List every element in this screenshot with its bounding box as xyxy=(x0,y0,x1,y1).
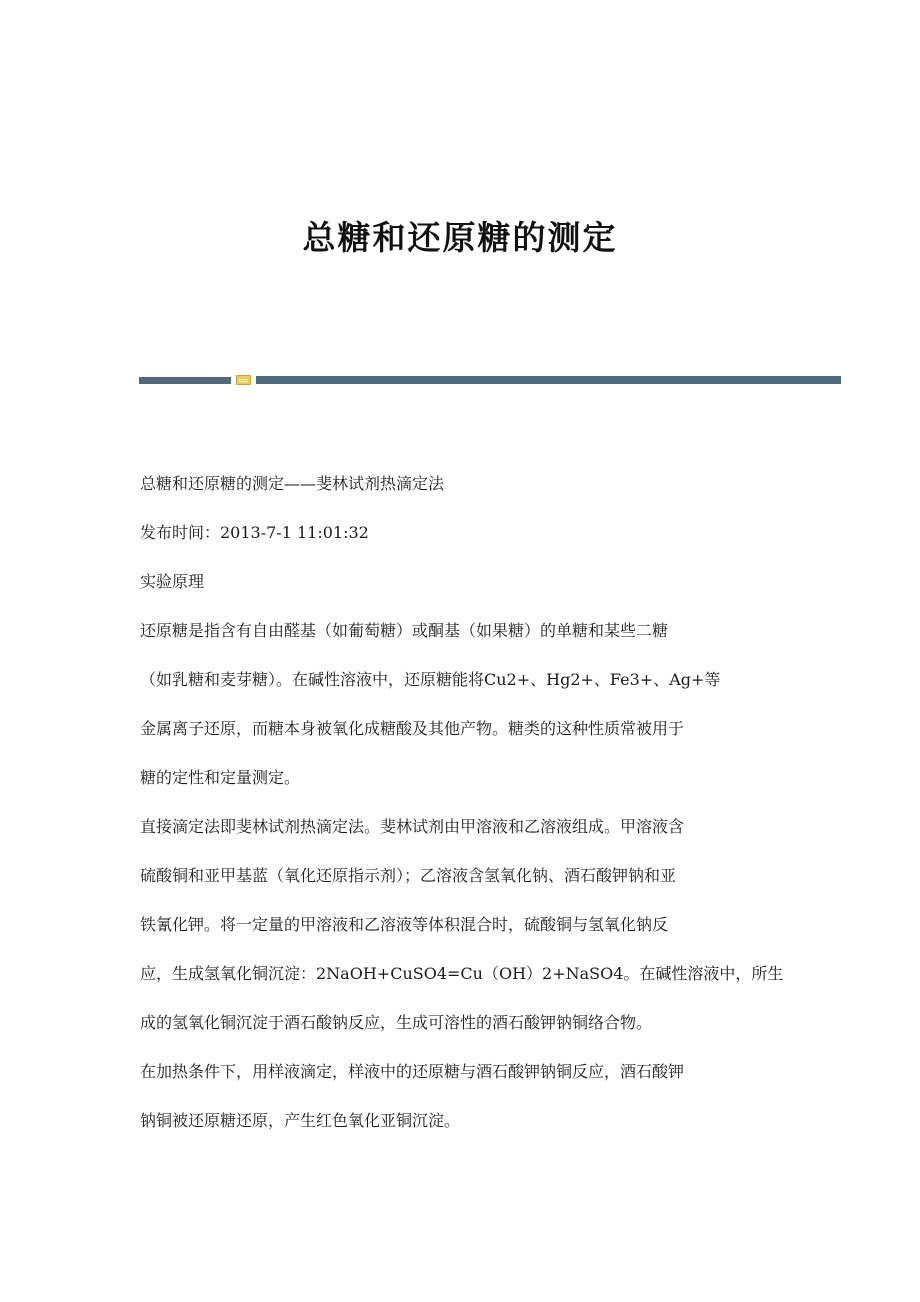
document-title: 总糖和还原糖的测定 xyxy=(302,218,618,257)
paragraph-line: 钠铜被还原糖还原，产生红色氧化亚铜沉淀。 xyxy=(140,1111,461,1130)
divider-emblem-icon xyxy=(236,375,251,385)
paragraph-line: 铁氰化钾。将一定量的甲溶液和乙溶液等体积混合时，硫酸铜与氢氧化钠反 xyxy=(140,915,669,934)
paragraph-3 xyxy=(140,1054,780,1152)
paragraph-line: 糖的定性和定量测定。 xyxy=(140,768,301,787)
paragraph-line: 成的氢氧化铜沉淀于酒石酸钠反应，生成可溶性的酒石酸钾钠铜络合物。 xyxy=(140,1013,653,1032)
title-divider xyxy=(139,375,841,385)
divider-bar-right xyxy=(256,376,841,384)
paragraph-line: 硫酸铜和亚甲基蓝（氧化还原指示剂）；乙溶液含氢氧化钠、酒石酸钾钠和亚 xyxy=(140,866,677,885)
document-body xyxy=(140,466,784,1152)
paragraph-line: 在加热条件下，用样液滴定，样液中的还原糖与酒石酸钾钠铜反应，酒石酸钾 xyxy=(140,1062,685,1081)
paragraph-line: 应，生成氢氧化铜沉淀：2NaOH+CuSO4=Cu（OH）2+NaSO4。在碱性溶液中，所生 xyxy=(140,964,784,983)
divider-bar-left xyxy=(139,377,231,384)
paragraph-line: 直接滴定法即斐林试剂热滴定法。斐林试剂由甲溶液和乙溶液组成。甲溶液含 xyxy=(140,817,685,836)
paragraph-line: 金属离子还原，而糖本身被氧化成糖酸及其他产物。糖类的这种性质常被用于 xyxy=(140,719,685,738)
paragraph-2 xyxy=(140,809,784,1054)
paragraph-line: 还原糖是指含有自由醛基（如葡萄糖）或酮基（如果糖）的单糖和某些二糖 xyxy=(140,621,669,640)
publish-time: 发布时间：2013-7-1 11:01:32 xyxy=(140,523,369,542)
paragraph-1 xyxy=(140,613,780,809)
section-heading: 实验原理 xyxy=(140,572,205,591)
subtitle: 总糖和还原糖的测定——斐林试剂热滴定法 xyxy=(140,474,445,493)
paragraph-line: （如乳糖和麦芽糖）。在碱性溶液中，还原糖能将Cu2+、Hg2+、Fe3+、Ag+等 xyxy=(140,670,721,689)
